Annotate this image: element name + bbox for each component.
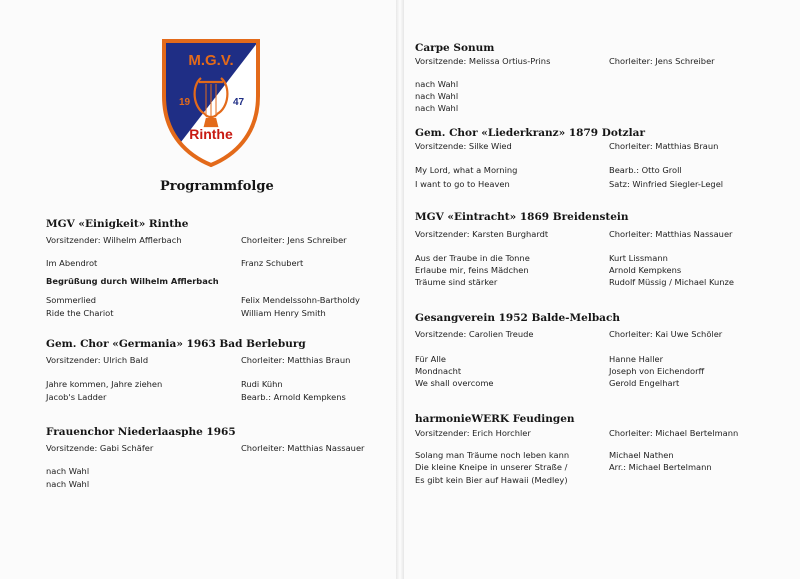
chair-line: Vorsitzender: Wilhelm Afflerbach bbox=[46, 235, 182, 245]
song-credit: Arr.: Michael Bertelmann bbox=[609, 462, 712, 472]
song-credit: Satz: Winfried Siegler-Legel bbox=[609, 179, 724, 189]
chair-line: Vorsitzender: Erich Horchler bbox=[415, 428, 531, 438]
song-credit: William Henry Smith bbox=[241, 308, 326, 318]
chair-line: Vorsitzende: Gabi Schäfer bbox=[46, 443, 154, 453]
song-credit: Rudi Kühn bbox=[241, 379, 283, 389]
director-line: Chorleiter: Michael Bertelmann bbox=[609, 428, 739, 438]
song-credit: Joseph von Eichendorff bbox=[609, 366, 705, 376]
right-page bbox=[404, 0, 800, 579]
crest-year-right: 47 bbox=[233, 97, 245, 108]
choir-name: harmonieWERK Feudingen bbox=[415, 413, 575, 425]
choir-name: Carpe Sonum bbox=[415, 42, 495, 54]
song-title: Träume sind stärker bbox=[415, 277, 498, 287]
greeting-line: Begrüßung durch Wilhelm Afflerbach bbox=[46, 276, 219, 286]
song-title: Sommerlied bbox=[46, 295, 97, 305]
director-line: Chorleiter: Matthias Braun bbox=[241, 355, 351, 365]
song-title: I want to go to Heaven bbox=[415, 179, 510, 189]
crest-top-text: M.G.V. bbox=[188, 52, 234, 69]
song-credit: Franz Schubert bbox=[241, 258, 304, 268]
chair-line: Vorsitzende: Silke Wied bbox=[415, 141, 512, 151]
director-line: Chorleiter: Jens Schreiber bbox=[609, 56, 715, 66]
page-fold bbox=[396, 0, 404, 579]
choir-name: Gesangverein 1952 Balde-Melbach bbox=[415, 312, 621, 324]
choir-name: Gem. Chor «Liederkranz» 1879 Dotzlar bbox=[415, 127, 645, 139]
crest-year-left: 19 bbox=[179, 97, 191, 108]
song-title: nach Wahl bbox=[415, 91, 459, 101]
song-credit: Felix Mendelssohn-Bartholdy bbox=[241, 295, 360, 305]
song-title: Aus der Traube in die Tonne bbox=[415, 253, 530, 263]
director-line: Chorleiter: Matthias Braun bbox=[609, 141, 719, 151]
crest-bottom-text: Rinthe bbox=[189, 126, 233, 142]
choir-name: MGV «Eintracht» 1869 Breidenstein bbox=[415, 211, 629, 223]
page-title: Programmfolge bbox=[160, 179, 274, 194]
song-credit: Michael Nathen bbox=[609, 450, 674, 460]
song-title: nach Wahl bbox=[415, 79, 459, 89]
director-line: Chorleiter: Jens Schreiber bbox=[241, 235, 347, 245]
song-title: Jahre kommen, Jahre ziehen bbox=[46, 379, 163, 389]
song-title: Jacob's Ladder bbox=[46, 392, 107, 402]
director-line: Chorleiter: Kai Uwe Schöler bbox=[609, 329, 723, 339]
chair-line: Vorsitzende: Carolien Treude bbox=[415, 329, 534, 339]
song-title: Ride the Chariot bbox=[46, 308, 114, 318]
choir-name: MGV «Einigkeit» Rinthe bbox=[46, 218, 189, 230]
song-title: We shall overcome bbox=[415, 378, 494, 388]
song-credit: Hanne Haller bbox=[609, 354, 664, 364]
chair-line: Vorsitzender: Karsten Burghardt bbox=[415, 229, 549, 239]
song-title: Erlaube mir, feins Mädchen bbox=[415, 265, 529, 275]
chair-line: Vorsitzender: Ulrich Bald bbox=[46, 355, 149, 365]
song-credit: Arnold Kempkens bbox=[609, 265, 682, 275]
song-title: Die kleine Kneipe in unserer Straße / bbox=[415, 462, 568, 472]
song-title: Im Abendrot bbox=[46, 258, 98, 268]
song-title: nach Wahl bbox=[46, 479, 90, 489]
song-credit: Bearb.: Arnold Kempkens bbox=[241, 392, 346, 402]
chair-line: Vorsitzende: Melissa Ortius-Prins bbox=[415, 56, 551, 66]
song-title: nach Wahl bbox=[46, 466, 90, 476]
director-line: Chorleiter: Matthias Nassauer bbox=[609, 229, 733, 239]
song-title: nach Wahl bbox=[415, 103, 459, 113]
song-credit: Rudolf Müssig / Michael Kunze bbox=[609, 277, 734, 287]
song-title: Mondnacht bbox=[415, 366, 462, 376]
choir-name: Frauenchor Niederlaasphe 1965 bbox=[46, 426, 236, 438]
song-credit: Bearb.: Otto Groll bbox=[609, 165, 682, 175]
song-title: Solang man Träume noch leben kann bbox=[415, 450, 570, 460]
song-credit: Gerold Engelhart bbox=[609, 378, 680, 388]
director-line: Chorleiter: Matthias Nassauer bbox=[241, 443, 365, 453]
song-title: Es gibt kein Bier auf Hawaii (Medley) bbox=[415, 475, 568, 485]
mgv-rinthe-crest-logo bbox=[161, 38, 261, 168]
song-title: Für Alle bbox=[415, 354, 447, 364]
choir-name: Gem. Chor «Germania» 1963 Bad Berleburg bbox=[46, 338, 306, 350]
song-credit: Kurt Lissmann bbox=[609, 253, 668, 263]
song-title: My Lord, what a Morning bbox=[415, 165, 518, 175]
